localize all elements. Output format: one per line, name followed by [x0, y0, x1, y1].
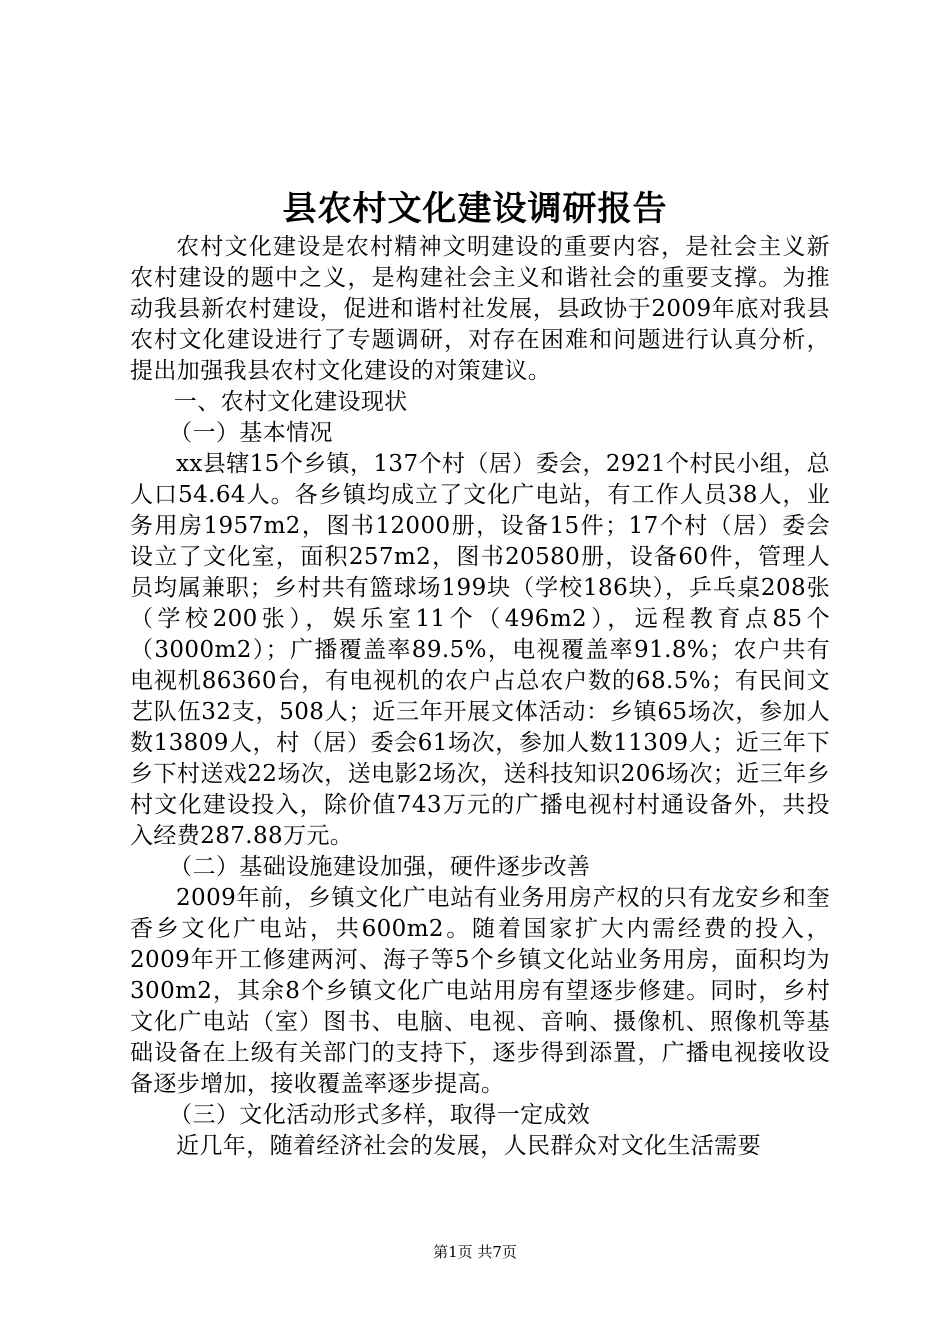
subsection-heading: （一）基本情况: [169, 420, 333, 446]
paragraph-activities: 近几年，随着经济社会的发展，人民群众对文化生活需要: [176, 1133, 761, 1159]
subsection-heading: （三）文化活动形式多样，取得一定成效: [169, 1102, 591, 1128]
paragraph-intro: 农村文化建设是农村精神文明建设的重要内容，是社会主义新农村建设的题中之义，是构建社会主义和谐社会的重要支撑。为推动我县新农村建设，促进和谐村社发展，县政协于2009年底对我县农村文化建设进行了专题调研，对存在困难和问题进行认真分析，提出加强我县农村文化建设的对策建议。: [130, 234, 830, 384]
page-number: 第1页 共7页: [433, 1243, 517, 1261]
paragraph-infrastructure: 2009年前，乡镇文化广电站有业务用房产权的只有龙安乡和奎香乡文化广电站，共600m2。随着国家扩大内需经费的投入，2009年开工修建两河、海子等5个乡镇文化站业务用房，面积均为300m2，其余8个乡镇文化广电站用房有望逐步修建。同时，乡村文化广电站（室）图书、电脑、电视、音响、摄像机、照像机等基础设备在上级有关部门的支持下，逐步得到添置，广播电视接收设备逐步增加，接收覆盖率逐步提高。: [130, 885, 830, 1097]
subsection-heading: （二）基础设施建设加强，硬件逐步改善: [169, 854, 591, 880]
section-heading: 一、农村文化建设现状: [173, 389, 408, 415]
document-title: 县农村文化建设调研报告: [282, 189, 668, 229]
document-body: [130, 232, 830, 1162]
paragraph-basic-situation: xx县辖15个乡镇，137个村（居）委会，2921个村民小组，总人口54.64人。各乡镇均成立了文化广电站，有工作人员38人，业务用房1957m2，图书12000册，设备15件；17个村（居）委会设立了文化室，面积257m2，图书20580册，设备60件，管理人员均属兼职；乡村共有篮球场199块（学校186块），乒乓桌208张（学校200张），娱乐室11个（496m2），远程教育点85个（3000m2）；广播覆盖率89.5%，电视覆盖率91.8%；农户共有电视机86360台，有电视机的农户占总农户数的68.5%；有民间文艺队伍32支，508人；近三年开展文体活动：乡镇65场次，参加人数13809人，村（居）委会61场次，参加人数11309人；近三年下乡下村送戏22场次，送电影2场次，送科技知识206场次；近三年乡村文化建设投入，除价值743万元的广播电视村村通设备外，共投入经费287.88万元。: [130, 451, 830, 849]
